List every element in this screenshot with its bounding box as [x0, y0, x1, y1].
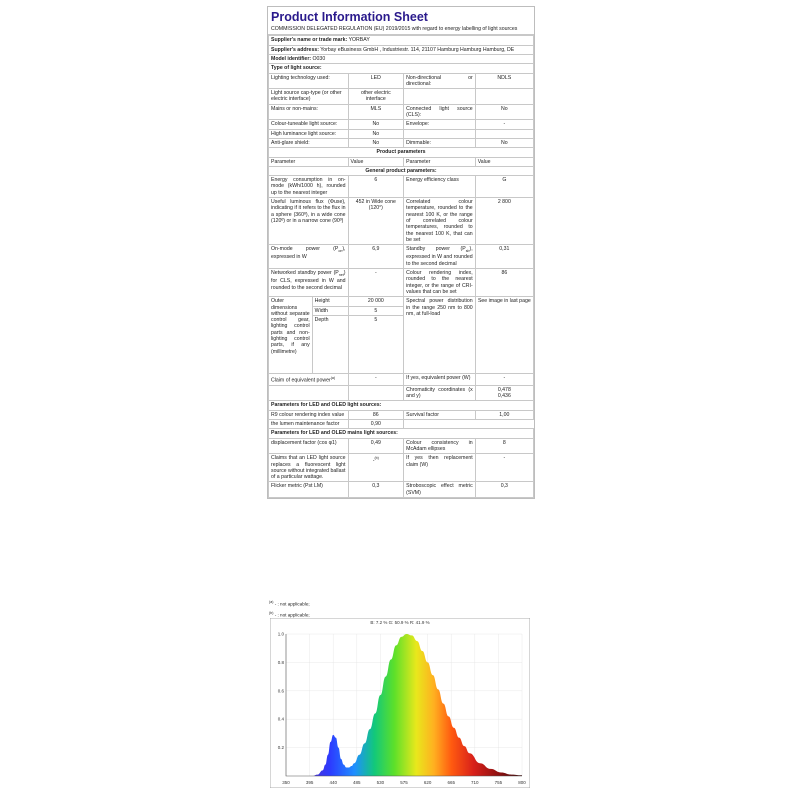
- fluorescent-claim-label: Claims that an LED light source replaces a fluorescent light source without integrated ballast of a particular wattage.: [269, 454, 349, 482]
- cct-label: Correlated colour temperature, rounded to the nearest 100 K, or the range of correlated colour temperatures, rounded to the nearest 100 K, that can be set: [404, 198, 476, 245]
- x-tick-label: 440: [329, 780, 337, 785]
- flicker-label: Flicker metric (Pst LM): [269, 482, 349, 498]
- equivalent-power-label: If yes, equivalent power (W): [404, 373, 476, 385]
- fluorescent-claim-value: -$^{(b)}$: [348, 454, 404, 482]
- type-row: [269, 73, 534, 89]
- networked-standby-label: Networked standby power $(P_{net})$ for CLS, expressed in W and rounded to the second decimal: [269, 269, 349, 297]
- on-mode-power-label: On-mode power $(P_{on})$, expressed in W: [269, 245, 349, 269]
- led-header-row: [269, 401, 534, 410]
- col-param: Parameter: [404, 157, 476, 166]
- supplier-name-row: [269, 36, 534, 45]
- claim-row: [269, 373, 534, 385]
- x-tick-label: 620: [423, 780, 432, 785]
- dimensions-values: [348, 297, 404, 374]
- survival-label: Survival factor: [404, 410, 476, 419]
- supplier-address-value: Yorbay eBusiness GmbH , Industriestr. 114, 21107 Hamburg Hamburg Hamburg, DE: [320, 46, 515, 53]
- regulation-subtitle: COMMISSION DELEGATED REGULATION (EU) 2019/2015 with regard to energy labelling of light sources: [268, 26, 534, 35]
- type-value: No: [348, 120, 404, 129]
- col-value: Value: [475, 157, 533, 166]
- type-value: [475, 89, 533, 105]
- type-value: MLS: [348, 104, 404, 120]
- chart-title: B: 7.2 % G: 50.9 % R: 41.9 %: [370, 620, 430, 625]
- flux-row: [269, 198, 534, 245]
- energy-value: 6: [348, 176, 404, 198]
- standby-power-label: Standby power $(P_{sb})$, expressed in W and rounded to the second decimal: [404, 245, 476, 269]
- type-value: No: [348, 129, 404, 138]
- type-header-row: [269, 64, 534, 73]
- x-tick-label: 800: [518, 780, 526, 785]
- r9-row: [269, 410, 534, 419]
- type-label: Non-directional or directional:: [404, 73, 476, 89]
- replacement-claim-value: -: [475, 454, 533, 482]
- lumen-maintenance-label: the lumen maintenance factor: [269, 420, 349, 429]
- flicker-row: [269, 482, 534, 498]
- page-title: Product Information Sheet: [271, 10, 428, 24]
- type-row: [269, 89, 534, 105]
- col-param: Parameter: [269, 157, 349, 166]
- type-value: -: [475, 120, 533, 129]
- model-label: Model identifier:: [271, 56, 312, 62]
- product-params-header: Product parameters: [269, 148, 534, 157]
- model-value: O030: [312, 56, 326, 62]
- column-header-row: [269, 157, 534, 166]
- cri-label: Colour rendering index, rounded to the nearest integer, or the range of CRI-values that can be set: [404, 269, 476, 297]
- model-row: [269, 55, 534, 64]
- type-value: LED: [348, 73, 404, 89]
- general-params-row: [269, 166, 534, 175]
- chromaticity-label: Chromaticity coordinates (x and y): [404, 385, 476, 401]
- spectral-power-chart: [270, 618, 530, 788]
- dimensions-cell: [269, 297, 349, 374]
- type-header: Type of light source:: [269, 64, 534, 73]
- type-label: Lighting technology used:: [269, 73, 349, 89]
- chromaticity-row: [269, 385, 534, 401]
- x-tick-label: 575: [400, 780, 408, 785]
- type-label: Dimmable:: [404, 138, 476, 147]
- energy-label: Energy consumption in on-mode (kWh/1000 h), rounded up to the nearest integer: [269, 176, 349, 198]
- spd-value: See image in last page: [475, 297, 533, 374]
- r9-label: R9 colour rendering index value: [269, 410, 349, 419]
- type-label: Mains or non-mains:: [269, 104, 349, 120]
- displacement-value: 0,49: [348, 438, 404, 454]
- flux-value: 452 in Wide cone (120°): [348, 198, 404, 245]
- type-label: Colour-tuneable light source:: [269, 120, 349, 129]
- width-value: 5: [349, 306, 404, 315]
- energy-row: [269, 176, 534, 198]
- y-tick-label: 0.2: [277, 745, 284, 751]
- efficiency-label: Energy efficiency class: [404, 176, 476, 198]
- product-information-sheet: [267, 6, 535, 499]
- standby-power-value: 0,31: [475, 245, 533, 269]
- consistency-label: Colour consistency in McAdam ellipses: [404, 438, 476, 454]
- type-value: [475, 129, 533, 138]
- claims-row: [269, 454, 534, 482]
- stroboscopic-value: 0,3: [475, 482, 533, 498]
- equivalent-power-value: -: [475, 373, 533, 385]
- type-label: Light source cap-type (or other electric interface): [269, 89, 349, 105]
- outer-dimensions-label: Outer dimensions without separate control gear, lighting control parts and non-lighting control parts, if any (millimetre): [269, 297, 312, 373]
- lumen-maintenance-value: 0,90: [348, 420, 404, 429]
- lumen-row: [269, 420, 534, 429]
- dimensions-row: [269, 297, 534, 374]
- product-params-row: [269, 148, 534, 157]
- type-value: No: [348, 138, 404, 147]
- type-label: High luminance light source:: [269, 129, 349, 138]
- type-label: Connected light source (CLS):: [404, 104, 476, 120]
- spd-label: Spectral power distribution in the range 250 nm to 800 nm, at full-load: [404, 297, 476, 374]
- power-row: [269, 245, 534, 269]
- footnote: $^{(a)}$ - : not applicable;: [269, 600, 310, 607]
- depth-value: 5: [374, 316, 378, 323]
- displacement-row: [269, 438, 534, 454]
- height-label: Height: [312, 297, 347, 306]
- type-label: [404, 89, 476, 105]
- type-label: [404, 129, 476, 138]
- chromaticity-value: 0,478 0,436: [475, 385, 533, 401]
- r9-value: 86: [348, 410, 404, 419]
- supplier-name-value: YORBAY: [348, 37, 370, 44]
- supplier-address-row: [269, 45, 534, 54]
- type-value: other electric interface: [348, 89, 404, 105]
- general-params-header: General product parameters:: [269, 166, 534, 175]
- flux-label: Useful luminous flux (Φuse), indicating if it refers to the flux in a sphere (360º), in a wide cone (120º) or in a narrow cone (90º): [269, 198, 349, 245]
- x-tick-label: 485: [353, 780, 361, 785]
- type-row: [269, 138, 534, 147]
- type-row: [269, 120, 534, 129]
- consistency-value: 8: [475, 438, 533, 454]
- supplier-address-label: Supplier's address:: [271, 46, 319, 53]
- depth-label: Depth: [314, 316, 329, 323]
- type-row: [269, 129, 534, 138]
- x-tick-label: 710: [471, 780, 479, 785]
- type-label: Envelope:: [404, 120, 476, 129]
- y-tick-label: 0.6: [277, 688, 284, 694]
- footnotes: [269, 598, 310, 619]
- x-tick-label: 350: [282, 780, 290, 785]
- stroboscopic-label: Stroboscopic effect metric (SVM): [404, 482, 476, 498]
- efficiency-value: G: [475, 176, 533, 198]
- type-value: No: [475, 104, 533, 120]
- supplier-name-label: Supplier's name or trade mark:: [271, 37, 348, 44]
- x-tick-label: 755: [494, 780, 503, 785]
- y-tick-label: 1.0: [277, 631, 284, 637]
- mains-params-header: Parameters for LED and OLED mains light sources:: [269, 429, 534, 438]
- x-tick-label: 395: [305, 780, 314, 785]
- type-value: NDLS: [475, 73, 533, 89]
- flicker-value: 0,3: [348, 482, 404, 498]
- networked-standby-value: -: [348, 269, 404, 297]
- x-tick-label: 665: [447, 780, 455, 785]
- on-mode-power-value: 6,9: [348, 245, 404, 269]
- type-row: [269, 104, 534, 120]
- col-value: Value: [348, 157, 404, 166]
- y-tick-label: 0.8: [277, 659, 284, 665]
- cri-value: 86: [475, 269, 533, 297]
- type-label: Anti-glare shield:: [269, 138, 349, 147]
- survival-value: 1,00: [475, 410, 533, 419]
- type-value: No: [475, 138, 533, 147]
- led-params-header: Parameters for LED and OLED light sources:: [269, 401, 534, 410]
- y-tick-label: 0.4: [277, 716, 284, 722]
- claim-label: Claim of equivalent power$^{(a)}$: [269, 373, 349, 385]
- replacement-claim-label: If yes then replacement claim (W): [404, 454, 476, 482]
- footnote: $^{(b)}$ - : not applicable;: [269, 610, 310, 618]
- mains-header-row: [269, 429, 534, 438]
- claim-value: -: [348, 373, 404, 385]
- cct-value: 2 800: [475, 198, 533, 245]
- network-row: [269, 269, 534, 297]
- height-value: 20 000: [349, 297, 404, 306]
- x-tick-label: 530: [376, 780, 385, 785]
- displacement-label: displacement factor (cos φ1): [269, 438, 349, 454]
- width-label: Width: [312, 306, 347, 315]
- info-table: [268, 35, 534, 498]
